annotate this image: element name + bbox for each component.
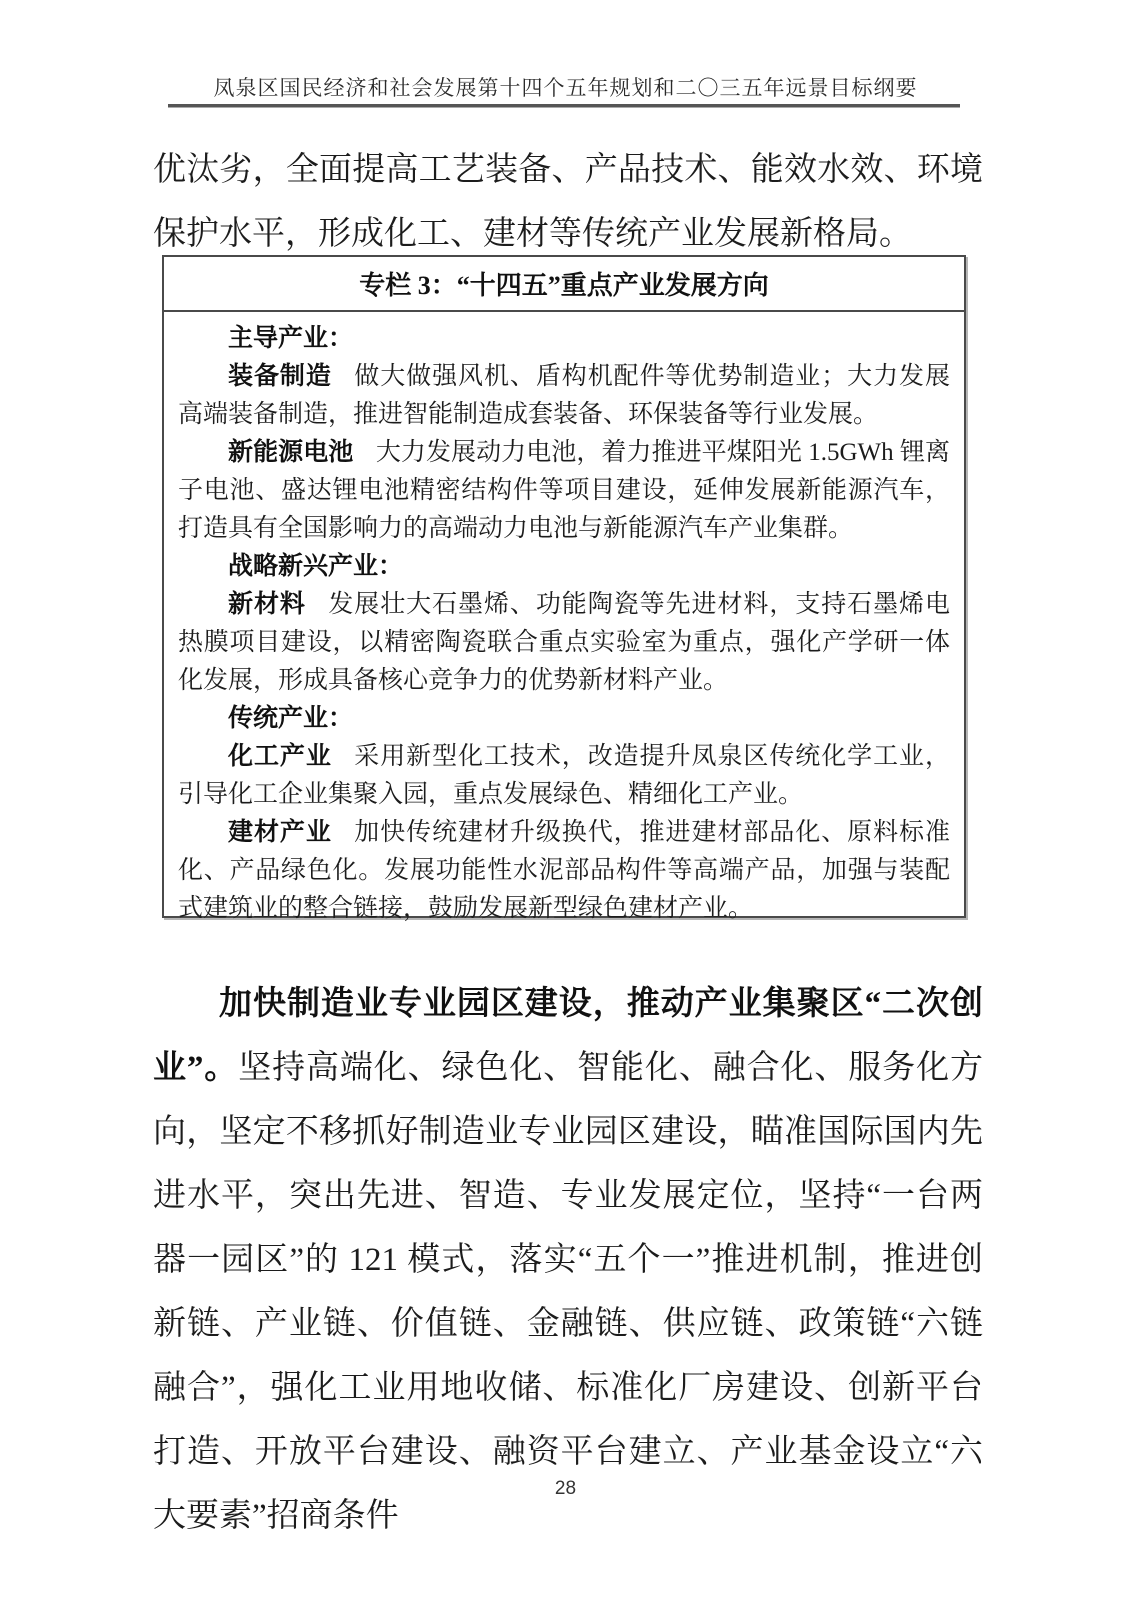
document-header-title: 凤泉区国民经济和社会发展第十四个五年规划和二〇三五年远景目标纲要 <box>213 76 918 100</box>
box-item: 建材产业 加快传统建材升级换代，推进建材部品化、原料标准化、产品绿色化。发展功能性水泥部品构件等高端产品，加强与装配式建筑业的整合链接，鼓励发展新型绿色建材产业。 <box>178 819 950 922</box>
main-paragraph <box>153 972 983 1548</box>
page-number: 28 <box>554 1478 577 1499</box>
box-item: 新材料 发展壮大石墨烯、功能陶瓷等先进材料，支持石墨烯电热膜项目建设，以精密陶瓷联合重点实验室为重点，强化产学研一体化发展，形成具备核心竞争力的优势新材料产业。 <box>178 591 950 694</box>
main-paragraph-lead: 加快制造业专业园区建设，推动产业集聚区“二次创业”。 <box>153 986 983 1086</box>
box-item: 装备制造 做大做强风机、盾构机配件等优势制造业；大力发展高端装备制造，推进智能制造成套装备、环保装备等行业发展。 <box>178 363 950 428</box>
feature-box <box>162 255 966 922</box>
box-section-heading: 战略新兴产业： <box>228 553 404 580</box>
header-rule <box>168 104 960 108</box>
box-item: 化工产业 采用新型化工技术，改造提升凤泉区传统化学工业，引导化工企业集聚入园，重点发展绿色、精细化工产业。 <box>178 743 950 808</box>
intro-paragraph: 优汰劣，全面提高工艺装备、产品技术、能效水效、环境保护水平，形成化工、建材等传统产业发展新格局。 <box>153 152 983 252</box>
main-paragraph-body: 坚持高端化、绿色化、智能化、融合化、服务化方向，坚定不移抓好制造业专业园区建设，瞄准国际国内先进水平，突出先进、智造、专业发展定位，坚持“一台两器一园区”的 121 模式，落实“五个一”推进机制，推进创新链、产业链、价值链、金融链、供应链、政策链“六链融合”，强化工业用地收储、标准化厂房建设、创新平台打造、开放平台建设、融资平台建立、产业基金设立“六大要素”招商条件 <box>153 1050 983 1534</box>
box-item: 新能源电池 大力发展动力电池，着力推进平煤阳光 1.5GWh 锂离子电池、盛达锂电池精密结构件等项目建设，延伸发展新能源汽车，打造具有全国影响力的高端动力电池与新能源汽车产业集群。 <box>178 439 950 542</box>
box-section-heading: 主导产业： <box>228 325 354 352</box>
box-body <box>164 312 964 928</box>
box-section-heading: 传统产业： <box>228 705 354 732</box>
feature-box-title: 专栏 3：“十四五”重点产业发展方向 <box>164 257 964 312</box>
